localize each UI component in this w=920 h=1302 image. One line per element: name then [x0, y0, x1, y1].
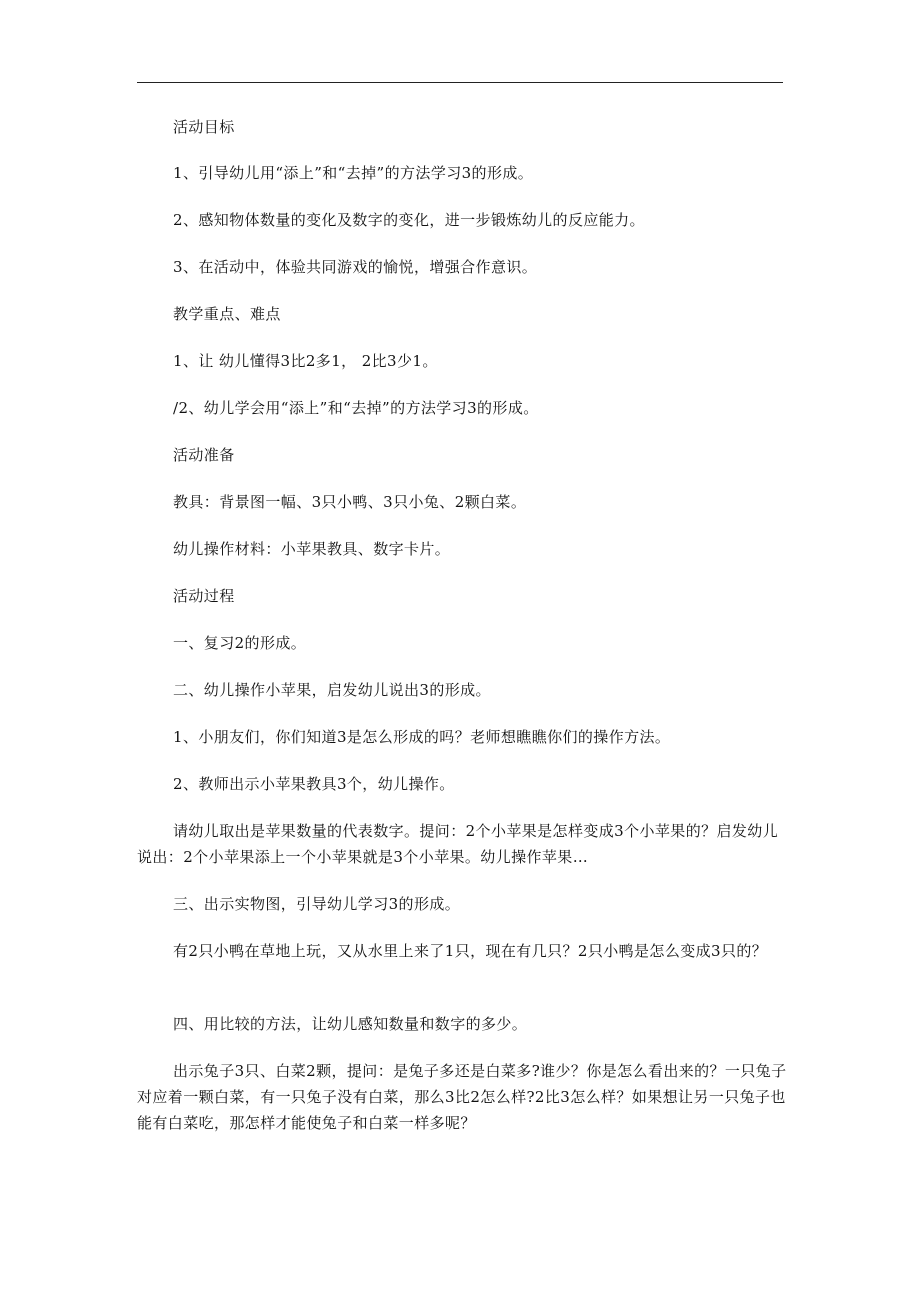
process-step-2-item-2: 2、教师出示小苹果教具3个，幼儿操作。 [173, 775, 455, 793]
preparation-teaching-aids: 教具：背景图一幅、3只小鸭、3只小兔、2颗白菜。 [173, 493, 527, 511]
goal-item-2: 2、感知物体数量的变化及数字的变化，进一步锻炼幼儿的反应能力。 [173, 211, 645, 229]
process-step-1: 一、复习2的形成。 [173, 634, 307, 652]
section-heading-goals: 活动目标 [173, 118, 235, 136]
process-step-4-detail: 出示兔子3只、白菜2颗，提问：是兔子多还是白菜多?谁少？你是怎么看出来的？一只兔子对应着一颗白菜，有一只兔子没有白菜，那么3比2怎么样?2比3怎么样？如果想让另一只兔子也能有白菜吃，那怎样才能使兔子和白菜一样多呢？ [137, 1062, 787, 1132]
section-heading-preparation: 活动准备 [173, 446, 235, 464]
process-step-2-item-1: 1、小朋友们，你们知道3是怎么形成的吗？老师想瞧瞧你们的操作方法。 [173, 728, 671, 746]
key-point-2: /2、幼儿学会用“添上”和“去掉”的方法学习3的形成。 [173, 399, 539, 417]
goal-item-1: 1、引导幼儿用“添上”和“去掉”的方法学习3的形成。 [173, 164, 534, 182]
process-step-2-detail: 请幼儿取出是苹果数量的代表数字。提问：2个小苹果是怎样变成3个小苹果的？启发幼儿说出：2个小苹果添上一个小苹果就是3个小苹果。幼儿操作苹果… [137, 822, 779, 866]
goal-item-3: 3、在活动中，体验共同游戏的愉悦，增强合作意识。 [173, 258, 538, 276]
key-point-1: 1、让 幼儿懂得3比2多1， 2比3少1。 [173, 352, 438, 370]
section-heading-key-points: 教学重点、难点 [173, 305, 281, 323]
section-heading-process: 活动过程 [173, 587, 235, 605]
preparation-child-materials: 幼儿操作材料：小苹果教具、数字卡片。 [173, 540, 451, 558]
process-step-3-detail: 有2只小鸭在草地上玩，又从水里上来了1只，现在有几只？2只小鸭是怎么变成3只的？ [173, 942, 768, 960]
process-step-4: 四、用比较的方法，让幼儿感知数量和数字的多少。 [173, 1015, 528, 1033]
process-step-2: 二、幼儿操作小苹果，启发幼儿说出3的形成。 [173, 681, 491, 699]
process-step-3: 三、出示实物图，引导幼儿学习3的形成。 [173, 895, 461, 913]
header-rule [137, 82, 783, 83]
